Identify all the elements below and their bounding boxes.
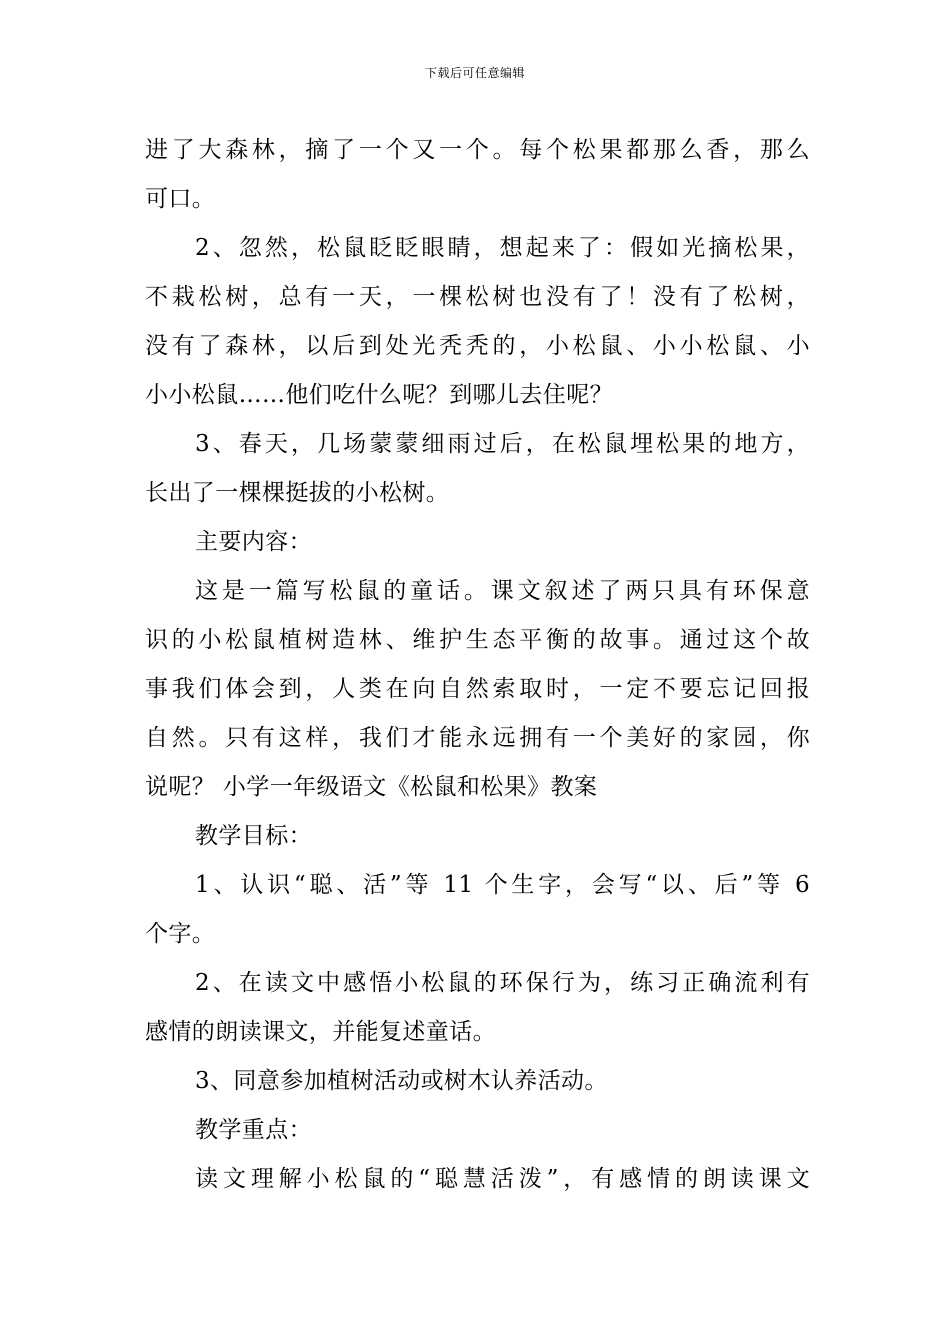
text-line: 读文理解小松鼠的“聪慧活泼”，有感情的朗读课文 (195, 1166, 810, 1192)
text-line: 个字。 (145, 921, 216, 947)
text-line: 识的小松鼠植树造林、维护生态平衡的故事。通过这个故 (145, 627, 810, 653)
text-line: 没有了森林，以后到处光秃秃的，小松鼠、小小松鼠、小 (145, 333, 810, 359)
text-line: 小小松鼠……他们吃什么呢？到哪儿去住呢？ (145, 382, 613, 408)
text-line: 自然。只有这样，我们才能永远拥有一个美好的家园，你 (145, 725, 810, 751)
text-line: 事我们体会到，人类在向自然索取时，一定不要忘记回报 (145, 676, 810, 702)
text-line: 主要内容： (195, 529, 312, 555)
text-line: 说呢？ 小学一年级语文《松鼠和松果》教案 (145, 774, 598, 800)
document-body (145, 126, 810, 1204)
text-line: 教学重点： (195, 1117, 312, 1143)
text-line: 长出了一棵棵挺拔的小松树。 (145, 480, 450, 506)
text-line: 教学目标： (195, 823, 312, 849)
page-header: 下载后可任意编辑 (424, 66, 525, 80)
text-line: 感情的朗读课文，并能复述童话。 (145, 1019, 496, 1045)
text-line: 2、在读文中感悟小松鼠的环保行为，练习正确流利有 (195, 970, 810, 996)
text-line: 3、同意参加植树活动或树木认养活动。 (195, 1068, 608, 1094)
text-line: 不栽松树，总有一天，一棵松树也没有了！没有了松树， (145, 284, 810, 310)
text-line: 3、春天，几场蒙蒙细雨过后，在松鼠埋松果的地方， (195, 431, 810, 457)
text-line: 这是一篇写松鼠的童话。课文叙述了两只具有环保意 (195, 578, 810, 604)
text-line: 进了大森林，摘了一个又一个。每个松果都那么香，那么 (145, 137, 810, 163)
text-line: 1、认识“聪、活”等 11 个生字，会写“以、后”等 6 (195, 872, 810, 898)
text-line: 可口。 (145, 186, 216, 212)
text-line: 2、忽然，松鼠眨眨眼睛，想起来了：假如光摘松果， (195, 235, 810, 261)
